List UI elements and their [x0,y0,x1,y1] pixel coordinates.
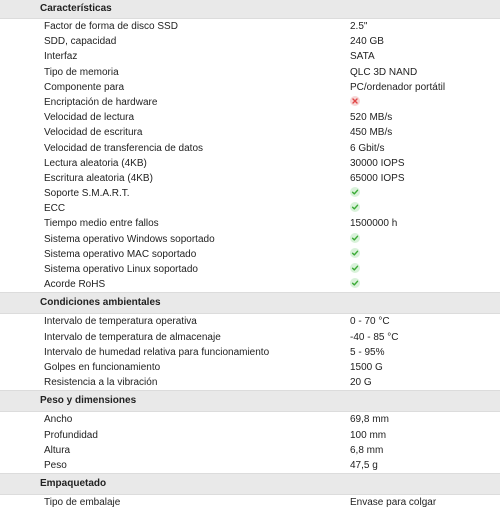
spec-value: 2.5" [350,21,368,32]
spec-row [0,80,500,95]
spec-row [0,247,500,262]
spec-value: 6,8 mm [350,444,384,456]
spec-row [0,443,500,458]
spec-row [0,201,500,216]
section-header-condiciones-ambientales: Condiciones ambientales [0,292,500,314]
spec-label: Intervalo de temperatura de almacenaje [44,331,221,343]
spec-label: ECC [44,203,66,215]
cross-icon [350,96,360,106]
spec-label: Velocidad de escritura [44,127,143,139]
spec-row [0,171,500,186]
spec-value [350,232,360,247]
spec-row [0,262,500,277]
spec-value: 20 G [350,377,372,389]
spec-label: Tiempo medio entre fallos [44,218,159,230]
spec-label: Lectura aleatoria (4KB) [44,157,147,169]
spec-label: Interfaz [44,51,78,63]
spec-row [0,110,500,125]
spec-label: Soporte S.M.A.R.T. [44,188,130,200]
spec-row [0,95,500,110]
spec-value [350,95,360,110]
spec-value: -40 - 85 °C [350,331,399,343]
spec-row [0,65,500,80]
spec-value: 100 mm [350,429,387,441]
spec-label: Peso [44,459,67,471]
spec-value: 47,5 g [350,459,378,471]
spec-label: Sistema operativo MAC soportado [44,248,197,260]
spec-value: SATA [350,51,375,63]
spec-label: Sistema operativo Windows soportado [44,233,215,245]
spec-row [0,375,500,390]
check-icon [350,187,360,197]
spec-value: 6 Gbit/s [350,142,385,154]
spec-row [0,277,500,292]
spec-row [0,156,500,171]
spec-row [0,345,500,360]
section-header-empaquetado: Empaquetado [0,473,500,495]
spec-value: 5 - 95% [350,346,385,358]
check-icon [350,278,360,288]
spec-label: Profundidad [44,429,98,441]
spec-label: Intervalo de humedad relativa para funcionamiento [44,346,270,358]
spec-value: QLC 3D NAND [350,66,418,78]
spec-row [0,314,500,329]
spec-label: Factor de forma de disco SSD [44,21,178,32]
spec-label: Acorde RoHS [44,279,106,291]
spec-label: Encriptación de hardware [44,96,158,108]
spec-label: Tipo de memoria [44,66,119,78]
spec-value: 1500 G [350,361,383,373]
check-icon [350,202,360,212]
spec-value: Envase para colgar [350,497,437,509]
spec-row [0,125,500,140]
section-header-peso-y-dimensiones: Peso y dimensiones [0,390,500,412]
spec-row [0,330,500,345]
spec-label: Velocidad de lectura [44,112,135,124]
spec-label: Componente para [44,81,125,93]
spec-value [350,262,360,277]
spec-value: 30000 IOPS [350,157,405,169]
spec-row [0,186,500,201]
spec-row [0,34,500,49]
spec-value: 240 GB [350,36,384,48]
spec-value: 0 - 70 °C [350,316,390,328]
spec-row [0,232,500,247]
spec-label: Resistencia a la vibración [44,377,158,389]
spec-row [0,458,500,473]
spec-label: Golpes en funcionamiento [44,361,161,373]
spec-label: Velocidad de transferencia de datos [44,142,203,154]
spec-value: 520 MB/s [350,112,393,124]
spec-row [0,428,500,443]
spec-value [350,201,360,216]
section-header-caracteristicas: Características [0,0,500,19]
spec-row [0,412,500,427]
spec-label: SDD, capacidad [44,36,117,48]
spec-value: 1500000 h [350,218,398,230]
spec-label: Escritura aleatoria (4KB) [44,172,153,184]
spec-value: 450 MB/s [350,127,393,139]
spec-row [0,49,500,64]
spec-row [0,360,500,375]
spec-row [0,495,500,510]
spec-value: PC/ordenador portátil [350,81,446,93]
spec-row [0,141,500,156]
spec-label: Altura [44,444,71,456]
spec-label: Sistema operativo Linux soportado [44,264,198,275]
spec-value [350,186,360,201]
spec-label: Ancho [44,414,73,426]
check-icon [350,263,360,273]
spec-value: 65000 IOPS [350,172,405,184]
spec-value [350,247,360,262]
check-icon [350,233,360,243]
spec-label: Intervalo de temperatura operativa [44,316,197,328]
spec-value [350,277,360,292]
spec-row [0,216,500,231]
spec-label: Tipo de embalaje [44,497,121,509]
spec-row [0,19,500,34]
spec-value: 69,8 mm [350,414,389,426]
check-icon [350,248,360,258]
